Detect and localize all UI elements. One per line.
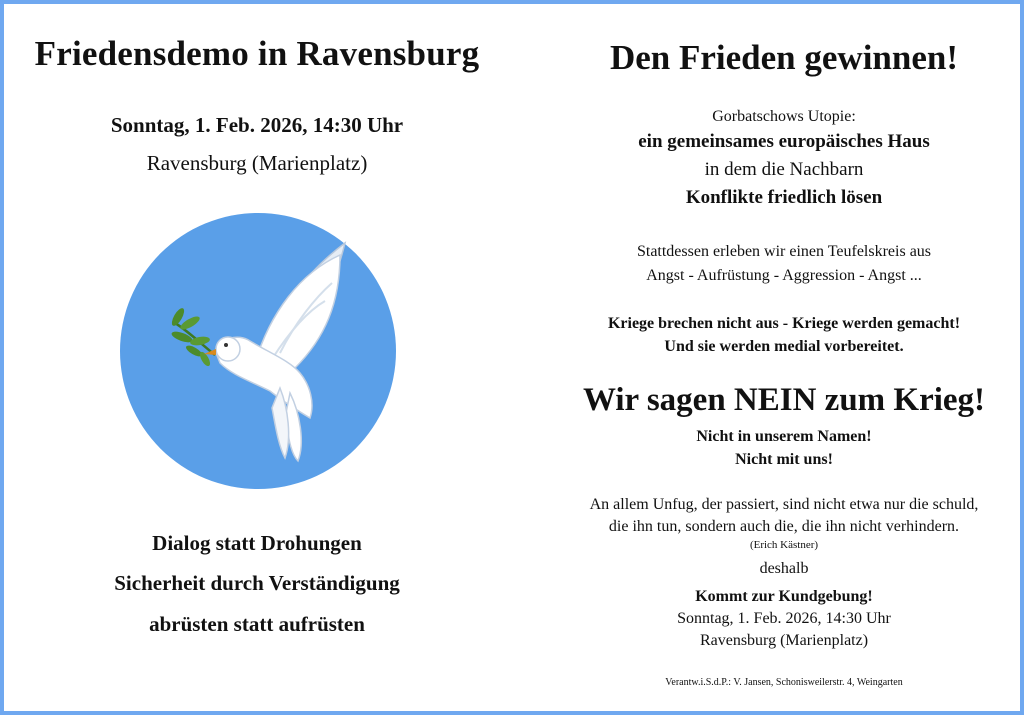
not-in-our-name: Nicht in unserem Namen! xyxy=(696,428,872,445)
therefore-text: deshalb xyxy=(759,560,809,577)
dove-icon xyxy=(120,213,396,489)
not-with-us: Nicht mit uns! xyxy=(735,451,833,468)
imprint: Verantw.i.S.d.P.: V. Jansen, Schonisweilerstr. 4, Weingarten xyxy=(665,677,903,688)
utopia-line-2: in dem die Nachbarn xyxy=(704,159,864,180)
event-title: Friedensdemo in Ravensburg xyxy=(34,34,480,73)
wars-line-2: Und sie werden medial vorbereitet. xyxy=(664,338,904,355)
event-place: Ravensburg (Marienplatz) xyxy=(146,151,368,175)
quote-line-2: die ihn tun, sondern auch die, die ihn nicht verhindern. xyxy=(608,518,960,535)
quote-line-1: An allem Unfug, der passiert, sind nicht etwa nur die schuld, xyxy=(589,496,979,513)
vicious-circle-line-1: Stattdessen erleben wir einen Teufelskreis aus xyxy=(636,243,932,260)
vicious-circle-line-2: Angst - Aufrüstung - Aggression - Angst ... xyxy=(646,267,922,284)
quote-author: (Erich Kästner) xyxy=(749,539,819,551)
slogan-1: Dialog statt Drohungen xyxy=(152,531,362,555)
event-date: Sonntag, 1. Feb. 2026, 14:30 Uhr xyxy=(110,113,404,137)
utopia-line-1: ein gemeinsames europäisches Haus xyxy=(638,131,930,152)
no-war-headline: Wir sagen NEIN zum Krieg! xyxy=(582,382,986,418)
utopia-line-3: Konflikte friedlich lösen xyxy=(685,187,883,208)
peace-dove-image xyxy=(120,213,396,489)
call-to-rally: Kommt zur Kundgebung! xyxy=(695,588,873,605)
rally-date: Sonntag, 1. Feb. 2026, 14:30 Uhr xyxy=(677,610,891,627)
dove-eye xyxy=(224,343,228,347)
right-panel xyxy=(544,0,1024,715)
wars-line-1: Kriege brechen nicht aus - Kriege werden gemacht! xyxy=(607,315,961,332)
slogan-3: abrüsten statt aufrüsten xyxy=(149,612,365,636)
right-title: Den Frieden gewinnen! xyxy=(609,38,959,77)
utopia-intro: Gorbatschows Utopie: xyxy=(712,108,856,125)
rally-place: Ravensburg (Marienplatz) xyxy=(699,632,869,649)
slogan-2: Sicherheit durch Verständigung xyxy=(114,571,400,595)
